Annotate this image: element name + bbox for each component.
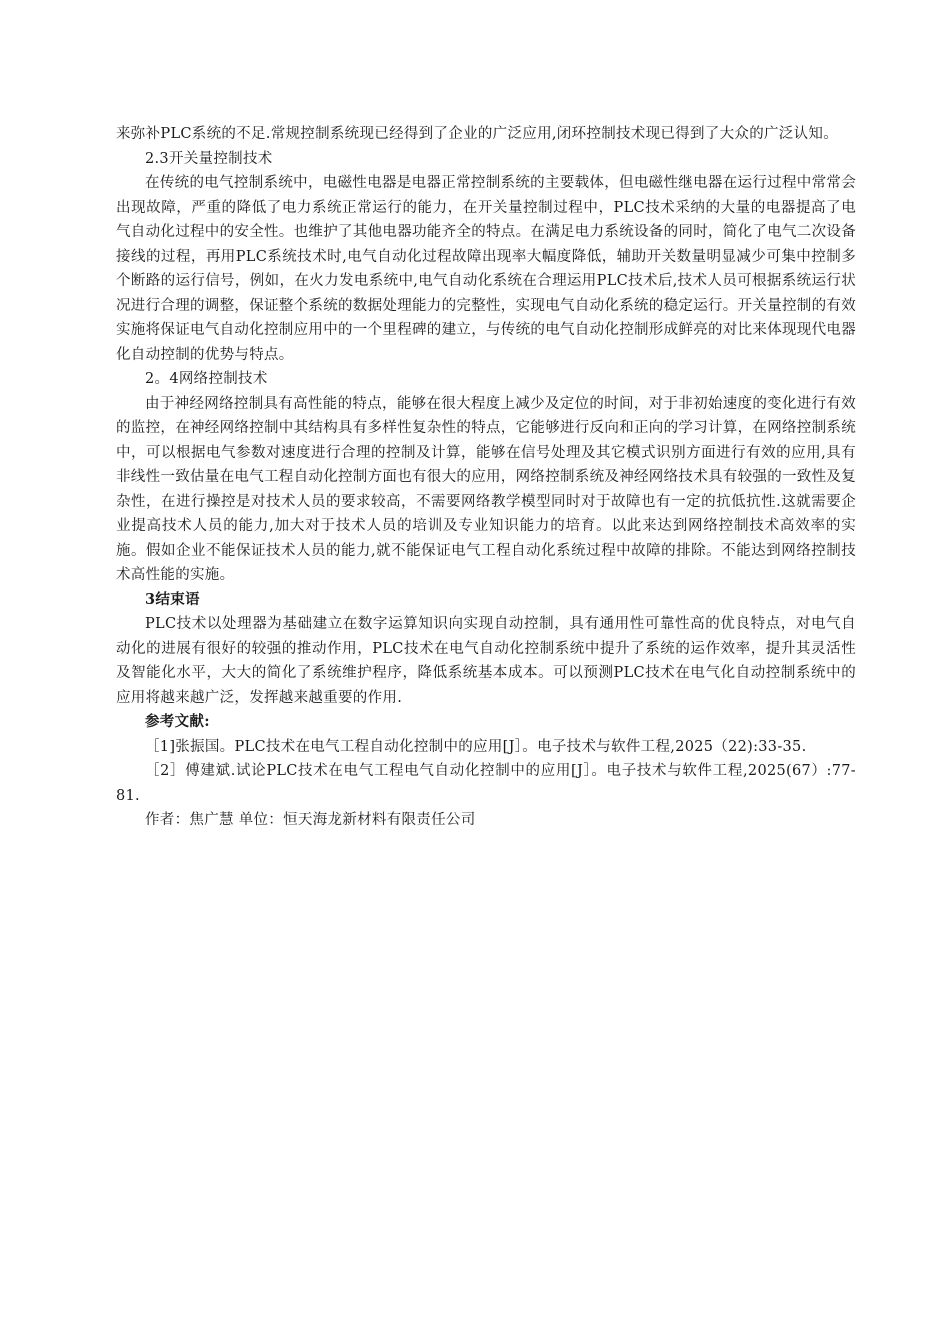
reference-item-2: ［2］傅建斌.试论PLC技术在电气工程电气自动化控制中的应用[J］。电子技术与软件工程,2025(67）:77-81. (116, 763, 856, 804)
document-page (116, 122, 856, 833)
author-line: 作者：焦广慧 单位：恒天海龙新材料有限责任公司 (145, 812, 476, 828)
section-3-heading: 3结束语 (145, 590, 200, 608)
intro-paragraph: 来弥补PLC系统的不足.常规控制系统现已经得到了企业的广泛应用,闭环控制技术现已得到了大众的广泛认知。 (116, 126, 838, 142)
section-2-4-paragraph: 由于神经网络控制具有高性能的特点，能够在很大程度上减少及定位的时间，对于非初始速度的变化进行有效的监控，在神经网络控制中其结构具有多样性复杂性的特点，它能够进行反向和正向的学习计算，在网络控制系统中，可以根据电气参数对速度进行合理的控制及计算，能够在信号处理及其它模式识别方面进行有效的应用,具有非线性一致估量在电气工程自动化控制方面也有很大的应用，网络控制系统及神经网络技术具有较强的一致性及复杂性，在进行操控是对技术人员的要求较高，不需要网络教学模型同时对于故障也有一定的抗低抗性.这就需要企业提高技术人员的能力,加大对于技术人员的培训及专业知识能力的培育。以此来达到网络控制技术高效率的实施。假如企业不能保证技术人员的能力,就不能保证电气工程自动化系统过程中故障的排除。不能达到网络控制技术高性能的实施。 (116, 395, 856, 583)
reference-item-1: ［1]张振国。PLC技术在电气工程自动化控制中的应用[J］。电子技术与软件工程,2025（22):33-35. (145, 738, 807, 755)
section-3-paragraph: PLC技术以处理器为基础建立在数字运算知识向实现自动控制，具有通用性可靠性高的优良特点，对电气自动化的进展有很好的较强的推动作用，PLC技术在电气自动化控制系统中提升了系统的运作效率，提升其灵活性及智能化水平，大大的简化了系统维护程序，降低系统基本成本。可以预测PLC技术在电气化自动控制系统中的应用将越来越广泛，发挥越来越重要的作用. (116, 616, 856, 706)
references-heading: 参考文献: (145, 713, 210, 730)
section-2-3-heading: 2.3开关量控制技术 (145, 150, 273, 167)
section-2-3-paragraph: 在传统的电气控制系统中，电磁性电器是电器正常控制系统的主要载体，但电磁性继电器在运行过程中常常会出现故障，严重的降低了电力系统正常运行的能力，在开关量控制过程中，PLC技术采纳的大量的电器提高了电气自动化过程中的安全性。也维护了其他电器功能齐全的特点。在满足电力系统设备的同时，简化了电气二次设备接线的过程，再用PLC系统技术时,电气自动化过程故障出现率大幅度降低，辅助开关数量明显减少可集中控制多个断路的运行信号，例如，在火力发电系统中,电气自动化系统在合理运用PLC技术后,技术人员可根据系统运行状况进行合理的调整，保证整个系统的数据处理能力的完整性，实现电气自动化系统的稳定运行。开关量控制的有效实施将保证电气自动化控制应用中的一个里程碑的建立，与传统的电气自动化控制形成鲜亮的对比来体现现代电器化自动控制的优势与特点。 (116, 175, 856, 363)
section-2-4-heading: 2。4网络控制技术 (145, 371, 268, 387)
